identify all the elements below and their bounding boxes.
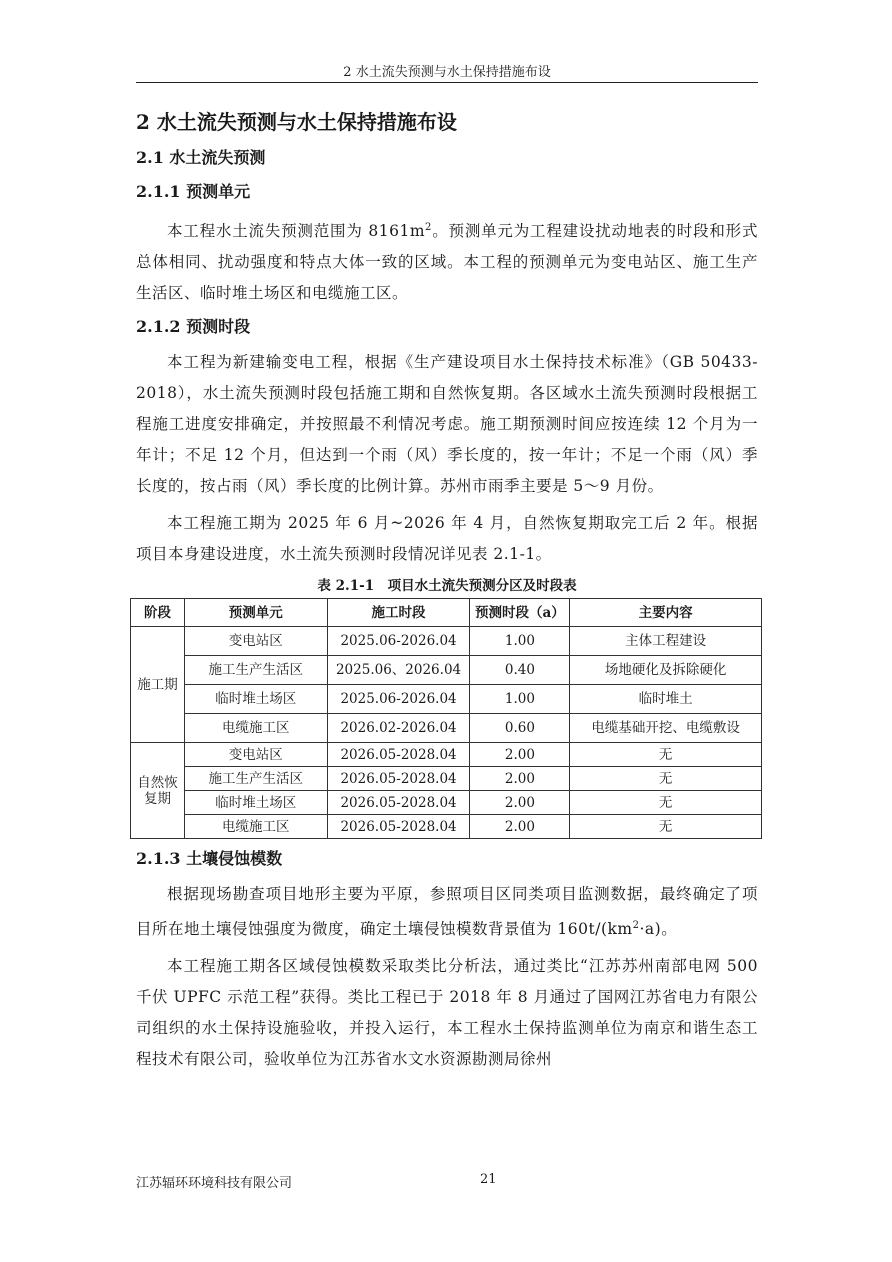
paragraph-prediction-unit [136, 212, 758, 309]
table-row [131, 656, 762, 685]
table-cell: 2026.05-2028.04 [327, 815, 470, 839]
table-row [131, 791, 762, 815]
paragraph-prediction-period: 本工程为新建输变电工程，根据《生产建设项目水土保持技术标准》（GB 50433-2018），水土流失预测时段包括施工期和自然恢复期。各区域水土流失预测时段根据工程施工进度安排确定，并按照最不利情况考虑。施工期预测时间应按连续 12 个月为一年计；不足 12 个月，但达到一个雨（风）季长度的，按一年计；不足一个雨（风）季长度的，按占雨（风）季长度的比例计算。苏州市雨季主要是 5～9 月份。 [136, 353, 758, 496]
table-cell: 电缆施工区 [184, 714, 327, 743]
page-content [136, 108, 758, 1081]
chapter-title: 2 水土流失预测与水土保持措施布设 [136, 110, 457, 134]
paragraph-text: ·a)。 [639, 920, 678, 939]
table-cell: 2.00 [470, 767, 570, 791]
table-cell: 2026.05-2028.04 [327, 791, 470, 815]
paragraph-erosion-background [136, 879, 758, 945]
table-cell: 2025.06-2026.04 [327, 627, 470, 656]
table-header-row [131, 599, 762, 627]
table-row [131, 685, 762, 714]
column-header: 施工时段 [327, 599, 470, 627]
table-cell: 无 [570, 815, 762, 839]
column-header: 预测时段（a） [470, 599, 570, 627]
table-cell: 施工生产生活区 [184, 767, 327, 791]
stage-cell: 施工期 [131, 627, 185, 743]
stage-label-line: 自然恢 [137, 774, 178, 791]
table-cell: 1.00 [470, 627, 570, 656]
table-cell: 2.00 [470, 791, 570, 815]
table-cell: 临时堆土 [570, 685, 762, 714]
stage-label-line: 复期 [143, 790, 171, 807]
table-cell: 0.60 [470, 714, 570, 743]
table-cell: 2026.05-2028.04 [327, 767, 470, 791]
table-cell: 2025.06-2026.04 [327, 685, 470, 714]
table-cell: 临时堆土场区 [184, 791, 327, 815]
paragraph-text: 根据现场勘查项目地形主要为平原，参照项目区同类项目监测数据，最终确定了项目所在地土壤侵蚀强度为微度，确定土壤侵蚀模数背景值为 160t/(km [136, 885, 758, 939]
superscript: 2 [425, 222, 432, 233]
table-cell: 无 [570, 767, 762, 791]
table-cell: 无 [570, 791, 762, 815]
superscript: 2 [632, 920, 640, 932]
table-cell: 变电站区 [184, 743, 327, 767]
stage-cell [131, 743, 185, 839]
column-header: 阶段 [131, 599, 185, 627]
section-heading-2-1-1: 2.1.1 预测单元 [136, 182, 251, 201]
table-cell: 2.00 [470, 743, 570, 767]
table-cell: 变电站区 [184, 627, 327, 656]
table-row [131, 743, 762, 767]
table-caption: 表 2.1-1 项目水土流失预测分区及时段表 [317, 578, 577, 595]
section-heading-2-1-2: 2.1.2 预测时段 [136, 317, 251, 337]
paragraph-erosion-analogy: 本工程施工期各区域侵蚀模数采取类比分析法，通过类比“江苏苏州南部电网 500 千伏 UPFC 示范工程”获得。类比工程已于 2018 年 8 月通过了国网江苏省电力有限公司组织的水土保持设施验收，并投入运行，本工程水土保持监测单位为南京和谐生态工程技术有限公司，验收单位为江苏省水文水资源勘测局徐州 [136, 957, 758, 1069]
table-row [131, 815, 762, 839]
column-header: 主要内容 [570, 599, 762, 627]
column-header: 预测单元 [184, 599, 327, 627]
table-row [131, 714, 762, 743]
table-row [131, 767, 762, 791]
header-rule [136, 82, 758, 83]
table-cell: 0.40 [470, 656, 570, 685]
section-heading-2-1: 2.1 水土流失预测 [136, 148, 266, 167]
prediction-table [130, 598, 762, 839]
paragraph-construction-period: 本工程施工期为 2025 年 6 月~2026 年 4 月，自然恢复期取完工后 2 年。根据项目本身建设进度，水土流失预测时段情况详见表 2.1-1。 [136, 514, 758, 564]
section-heading-2-1-3: 2.1.3 土壤侵蚀模数 [136, 849, 283, 869]
table-cell: 施工生产生活区 [184, 656, 327, 685]
page-number: 21 [480, 1172, 497, 1187]
table-cell: 电缆基础开挖、电缆敷设 [570, 714, 762, 743]
table-cell: 电缆施工区 [184, 815, 327, 839]
paragraph-text: 。预测单元为工程建设扰动地表的时段和形式总体相同、扰动强度和特点大体一致的区域。本工程的预测单元为变电站区、施工生产生活区、临时堆土场区和电缆施工区。 [136, 222, 758, 303]
table-cell: 2026.05-2028.04 [327, 743, 470, 767]
table-cell: 无 [570, 743, 762, 767]
table-cell: 2026.02-2026.04 [327, 714, 470, 743]
table-cell: 临时堆土场区 [184, 685, 327, 714]
table-row [131, 627, 762, 656]
table-cell: 2.00 [470, 815, 570, 839]
running-header: 2 水土流失预测与水土保持措施布设 [343, 65, 551, 80]
paragraph-text: 本工程水土流失预测范围为 8161m [167, 222, 426, 241]
table-cell: 场地硬化及拆除硬化 [570, 656, 762, 685]
table-cell: 主体工程建设 [570, 627, 762, 656]
table-cell: 2025.06、2026.04 [327, 656, 470, 685]
table-cell: 1.00 [470, 685, 570, 714]
footer-company: 江苏辐环环境科技有限公司 [136, 1176, 293, 1191]
